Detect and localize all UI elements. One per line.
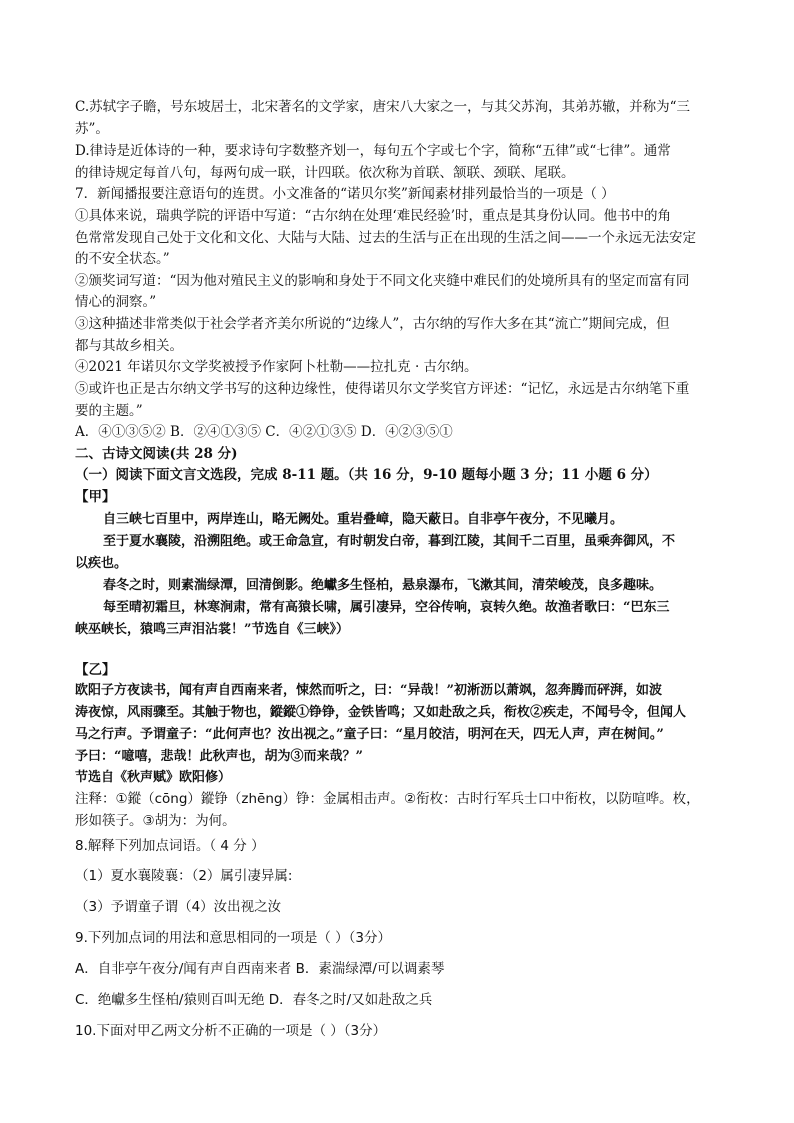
text-line: 以疾也。 [75, 556, 128, 571]
text-line: A．自非亭午夜分/闻有声自西南来者 B．素湍绿潭/可以调素琴 [75, 961, 445, 977]
text-line: 峡巫峡长，猿鸣三声泪沾裳！”节选自《三峡》） [75, 622, 349, 637]
text-line: （1）夏水襄陵襄：（2）属引凄异属: [75, 868, 293, 884]
text-line: 【甲】 [75, 489, 116, 505]
text-line: 情心的洞察。” [75, 294, 157, 310]
text-line: 都与其故乡相关。 [75, 338, 183, 354]
text-line: 自三峡七百里中，两岸连山，略无阙处。重岩叠嶂，隐天蔽日。自非亭午夜分，不见曦月。 [103, 512, 624, 527]
text-line: （一）阅读下面文言文选段，完成 8-11 题。（共 16 分，9-10 题每小题 3 分；11 小题 6 分） [75, 467, 658, 483]
text-line: C．绝巘多生怪柏/猿则百叫无绝 D．春冬之时/又如赴敌之兵 [75, 992, 433, 1008]
text-line: 10.下面对甲乙两文分析不正确的一项是（ ）（3分） [75, 1023, 387, 1039]
text-line: 9.下列加点词的用法和意思相同的一项是（ ）（3分） [75, 930, 392, 946]
text-line: 7．新闻播报要注意语句的连贯。小文准备的“诺贝尔奖”新闻素材排列最恰当的一项是（ ） [75, 186, 615, 202]
text-line: 的律诗规定每首八句，每两句成一联，计四联。依次称为首联、颔联、颈联、尾联。 [75, 165, 575, 181]
text-line: 苏”。 [75, 121, 109, 137]
text-line: ③这种描述非常类似于社会学者齐美尔所说的“边缘人”，古尔纳的写作大多在其“流亡”期间完成，但 [75, 316, 670, 332]
text-line: 予曰：“噫嘻，悲哉！此秋声也，胡为③而来哉？” [75, 749, 363, 764]
text-line: 的不安全状态。” [75, 251, 170, 267]
text-line: 马之行声。予谓童子：“此何声也？汝出视之。”童子曰：“星月皎洁，明河在天，四无人声，声在树间。” [75, 727, 664, 742]
text-line: 8.解释下列加点词语。（ 4 分 ） [75, 838, 265, 854]
text-line: 每至晴初霜旦，林寒涧肃，常有高猿长啸，属引凄异，空谷传响，哀转久绝。故渔者歌曰：“巴东三 [103, 600, 670, 615]
text-line: 【乙】 [75, 662, 116, 678]
text-line: ④2021 年诺贝尔文学奖被授予作家阿卜杜勒——拉扎克 · 古尔纳。 [75, 359, 478, 375]
text-line: ①具体来说，瑞典学院的评语中写道：“古尔纳在处理‘难民经验’时，重点是其身份认同。他书中的角 [75, 208, 671, 224]
text-line: A．④①③⑤② B．②④①③⑤ C．④②①③⑤ D．④②③⑤① [75, 424, 453, 440]
text-line: （3）予谓童子谓（4）汝出视之汝 [75, 899, 282, 915]
text-line: 涛夜惊，风雨骤至。其触于物也，鏦鏦①铮铮，金铁皆鸣；又如赴敌之兵，衔枚②疾走，不闻号令，但闻人 [75, 705, 687, 720]
text-line: 注释：①鏦（cōng）鏦铮（zhēng）铮：金属相击声。②衔枚：古时行军兵士口中衔枚，以防喧哗。枚， [75, 791, 700, 807]
text-line: C.苏轼字子瞻，号东坡居士，北宋著名的文学家，唐宋八大家之一，与其父苏洵，其弟苏辙，并称为“三 [75, 99, 691, 115]
text-line: ②颁奖词写道：“因为他对殖民主义的影响和身处于不同文化夹缝中难民们的处境所具有的坚定而富有同 [75, 273, 690, 289]
text-line: 要的主题。” [75, 403, 143, 419]
text-line: 色常常发现自己处于文化和文化、大陆与大陆、过去的生活与正在出现的生活之间——一个永远无法安定 [75, 230, 696, 246]
text-line: 春冬之时，则素湍绿潭，回清倒影。绝巘多生怪柏，悬泉瀑布，飞漱其间，清荣峻茂，良多趣味。 [103, 578, 663, 593]
text-line: D.律诗是近体诗的一种，要求诗句字数整齐划一，每句五个字或七个字，简称“五律”或“七律”。通常 [75, 143, 671, 159]
text-line: 节选自《秋声赋》欧阳修） [75, 770, 232, 785]
text-line: ⑤或许也正是古尔纳文学书写的这种边缘性，使得诺贝尔文学奖官方评述：“记忆，永远是古尔纳笔下重 [75, 381, 690, 397]
text-line: 形如筷子。③胡为：为何。 [75, 813, 236, 829]
text-line: 二、古诗文阅读(共 28 分) [75, 446, 238, 462]
text-line: 至于夏水襄陵，沿溯阻绝。或王命急宣，有时朝发白帝，暮到江陵，其间千二百里，虽乘奔御风，不 [103, 534, 676, 549]
text-line: 欧阳子方夜读书，闻有声自西南来者，悚然而听之，曰：“异哉！”初淅沥以萧飒，忽奔腾而砰湃，如波 [75, 683, 662, 698]
